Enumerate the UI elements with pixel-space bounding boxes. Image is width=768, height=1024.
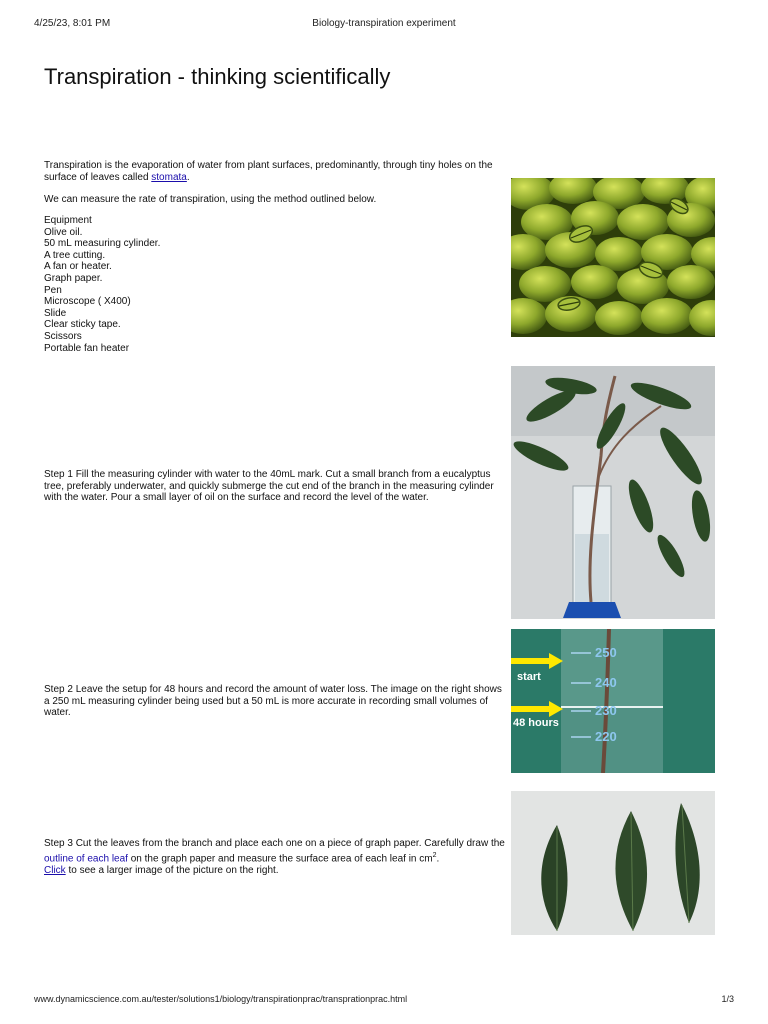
print-date: 4/25/23, 8:01 PM (34, 18, 111, 29)
branch-in-cylinder-image (511, 366, 715, 619)
start-label: start (517, 671, 541, 683)
cylinder-closeup-image (511, 629, 715, 773)
page-title: Transpiration - thinking scientifically (44, 64, 391, 89)
tick-label: 220 (595, 729, 617, 744)
equipment-item: A fan or heater. (44, 261, 112, 273)
equipment-item: Clear sticky tape. (44, 319, 121, 331)
equipment-item: Slide (44, 307, 67, 319)
click-link[interactable]: Click (44, 864, 66, 876)
equipment-item: Scissors (44, 330, 82, 342)
stomata-micrograph-image (511, 178, 715, 337)
equipment-item: Portable fan heater (44, 342, 130, 354)
equipment-item: A tree cutting. (44, 249, 106, 261)
tick-label: 240 (595, 675, 617, 690)
equipment-item: Microscope ( X400) (44, 296, 131, 308)
equipment-list (44, 215, 508, 354)
print-title: Biology-transpiration experiment (312, 18, 456, 29)
hours-label: 48 hours (513, 717, 559, 729)
equipment-item: Graph paper. (44, 272, 103, 284)
step3-paragraph: Step 3 Cut the leaves from the branch and place each one on a piece of graph paper. Carefully draw the outline of each leaf on the graph paper and measure the surface area of each leaf in $cm^2$. Click to see a larger image of the picture on the right. (44, 838, 505, 876)
stomata-link[interactable]: stomata (151, 171, 187, 183)
outline-link[interactable]: outline of each leaf (44, 852, 128, 864)
equipment-heading: Equipment (44, 215, 92, 226)
equipment-item: 50 mL measuring cylinder. (44, 238, 161, 250)
equipment-item: Olive oil. (44, 226, 83, 238)
leaves-on-paper-image (511, 791, 715, 935)
measure-paragraph: We can measure the rate of transpiration, using the method outlined below. (44, 194, 377, 205)
equipment-item: Pen (44, 284, 62, 296)
tick-label: 250 (595, 645, 617, 660)
tick-label: 230 (595, 703, 617, 718)
page-number: 1/3 (721, 994, 734, 1004)
footer-url: www.dynamicscience.com.au/tester/solutions1/biology/transpirationprac/transprationprac.html (34, 994, 408, 1004)
intro-paragraph: Transpiration is the evaporation of water from plant surfaces, predominantly, through tiny holes on the surface of leaves called stomata. (44, 160, 493, 183)
step2-paragraph: Step 2 Leave the setup for 48 hours and record the amount of water loss. The image on the right shows a 250 mL measuring cylinder being used but a 50 mL is more accurate in recording small volumes of water. (44, 684, 502, 719)
step1-paragraph: Step 1 Fill the measuring cylinder with water to the 40mL mark. Cut a small branch from a eucalyptus tree, preferably underwater, and quickly submerge the cut end of the branch in the measuring cylinder with the water. Pour a small layer of oil on the surface and record the level of the water. (44, 469, 494, 504)
